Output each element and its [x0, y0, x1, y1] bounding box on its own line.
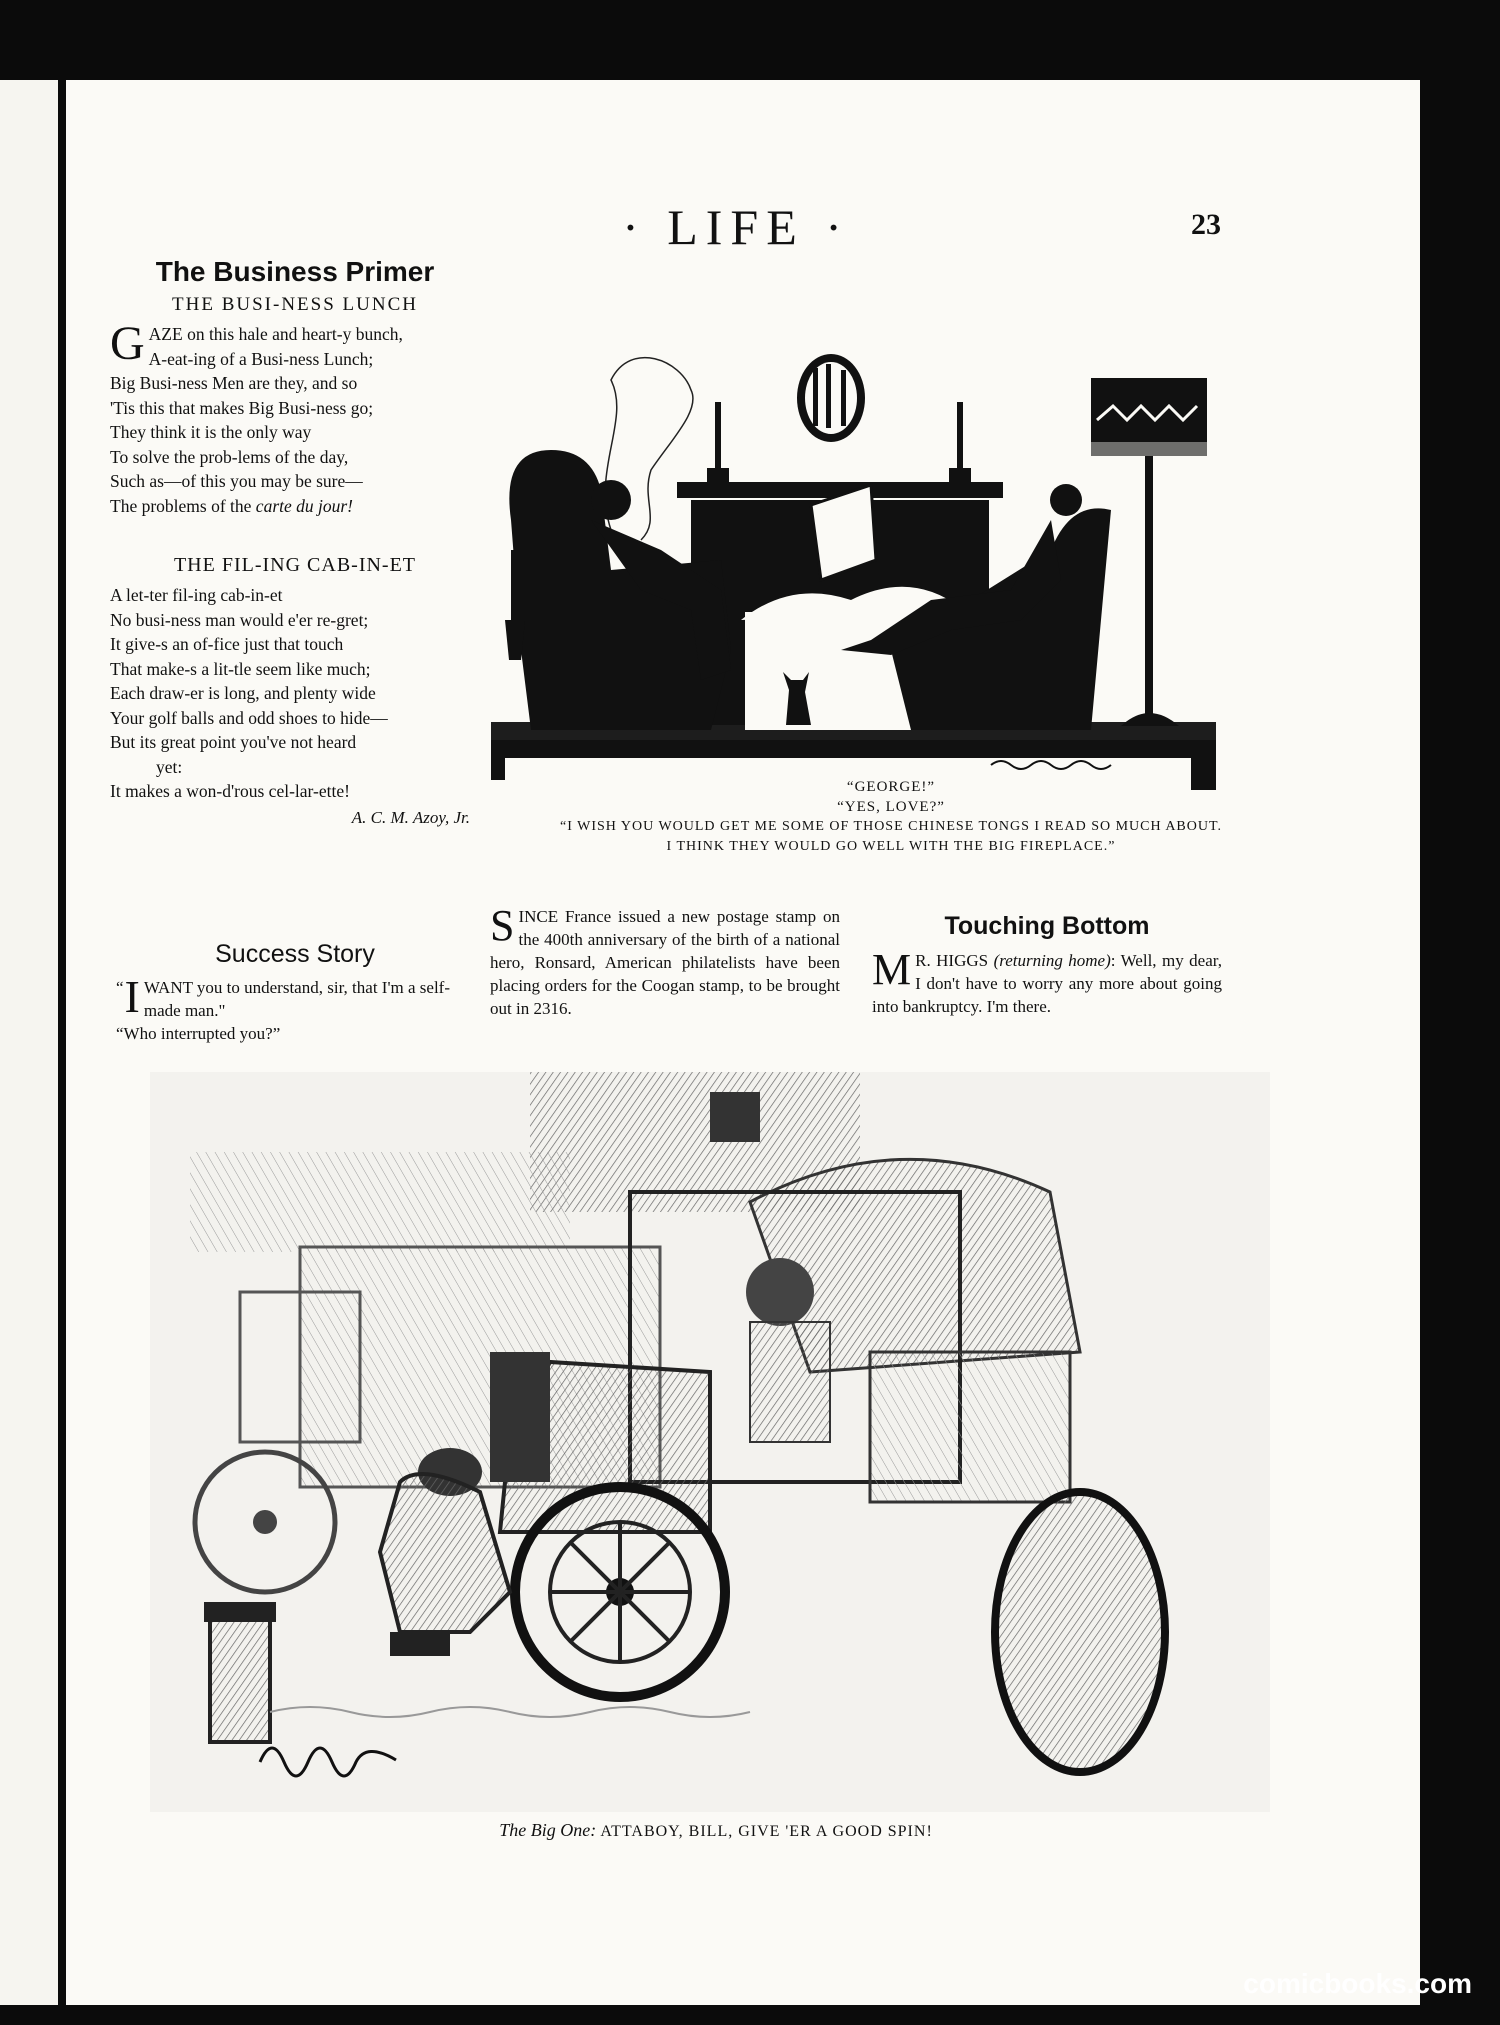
success-story-title: Success Story [215, 940, 375, 968]
poem-line: It give-s an of-fice just that touch [110, 634, 344, 654]
success-text-1: WANT you to understand, sir, that I'm a self-made man." [143, 978, 450, 1020]
driver-figure [746, 1258, 814, 1326]
floor-base [491, 740, 1216, 758]
site-watermark: comicbooks.com [1243, 1968, 1472, 1999]
right-vehicle-wheel [995, 1492, 1165, 1772]
oval-mirror [797, 354, 865, 442]
poem-line: Your golf balls and odd shoes to hide— [110, 707, 388, 728]
truck-caption [266, 1820, 1166, 1841]
caption-rest: ATTABOY, BILL, GIVE 'ER A GOOD SPIN! [600, 1823, 933, 1840]
poem-line: No busi-ness man would e'er re-gret; [110, 609, 369, 630]
cabinet-heading: THE FIL-ING CAB-IN-ET [173, 554, 417, 576]
stamp-dropcap: S [490, 901, 515, 950]
artist-signature-bryans [991, 761, 1111, 769]
stamp-item-text [490, 901, 840, 1020]
poem-author: A. C. M. Azoy, Jr. [351, 807, 470, 827]
poem-line: Such as—of this you may be sure— [110, 471, 363, 491]
caption-line-4: I THINK THEY WOULD GO WELL WITH THE BIG FIREPLACE.” [666, 839, 1116, 854]
truck-sketch-illustration [150, 1072, 1270, 1812]
poem-line: That make-s a lit-tle seem like much; [110, 658, 371, 679]
poem-line: To solve the prob-lems of the day, [110, 446, 349, 467]
silhouette-illustration [491, 350, 1216, 790]
success-dropcap: I [124, 971, 140, 1022]
building-window [710, 1092, 760, 1142]
masthead: · LIFE · [622, 199, 850, 255]
poem-line: AZE on this hale and heart-y bunch, [148, 324, 403, 344]
poem-line: But its great point you've not heard [110, 732, 357, 752]
touching-body: Well, my dear, I don't have to worry any more about going into bankruptcy. I'm there. [872, 951, 1222, 1016]
caption-yes-love: “YES, LOVE?” [837, 799, 945, 815]
poem-line: It makes a won-d'rous cel-lar-ette! [110, 781, 350, 801]
stamp-body: INCE France issued a new postage stamp on the 400th anniversary of the birth of a national hero, Ronsard, American philatelists have been placing orders for the Coogan stamp, to be brought out in 2316. [490, 907, 840, 1018]
poem-line-last [110, 494, 480, 519]
touching-bottom-column [872, 912, 1222, 1018]
lunch-poem [110, 317, 480, 518]
stage-direction: (returning home) [993, 951, 1111, 970]
floor-lamp [1091, 378, 1207, 726]
speaker-name: R. HIGGS [915, 951, 989, 970]
poem-line: 'Tis this that makes Big Busi-ness go; [110, 397, 374, 418]
success-story-text [116, 971, 480, 1045]
lunch-dropcap: G [110, 317, 145, 370]
left-page-edge [0, 80, 58, 2005]
business-primer-column [110, 256, 480, 828]
poem-line: A let-ter fil-ing cab-in-et [110, 585, 283, 605]
touching-bottom-text: M R. HIGGS (returning home): Well, my dear, I don't have to worry any more about going into bankruptcy. I'm there. [872, 945, 1222, 1016]
poem-line: yet: [156, 756, 183, 777]
poem-italic-ending: carte du jour! [255, 495, 354, 516]
poem-line: Each draw-er is long, and plenty wide [110, 683, 376, 703]
touching-bottom-title: Touching Bottom [944, 912, 1150, 940]
page-number: 23 [1191, 208, 1221, 241]
caption-george: “GEORGE!” [846, 779, 936, 795]
caption-italic: The Big One: [499, 1820, 597, 1840]
silhouette-caption [491, 777, 1291, 857]
poem-line: Big Busi-ness Men are they, and so [110, 373, 358, 393]
poem-line: A-eat-ing of a Busi-ness Lunch; [148, 348, 374, 369]
cabinet-poem [110, 583, 480, 804]
caption-line-3: “I WISH YOU WOULD GET ME SOME OF THOSE CHINESE TONGS I READ SO MUCH ABOUT. [559, 819, 1223, 834]
lunch-heading: THE BUSI-NESS LUNCH [172, 294, 418, 315]
poem-line: They think it is the only way [110, 422, 312, 442]
poem-line: The problems of the [110, 495, 252, 516]
quote-mark: “ [116, 978, 124, 997]
success-text-2: “Who interrupted you?” [116, 1024, 281, 1043]
magazine-page [66, 80, 1420, 2005]
street-post [210, 1612, 270, 1742]
business-primer-title: The Business Primer [155, 256, 435, 287]
touching-dropcap: M [872, 945, 912, 994]
